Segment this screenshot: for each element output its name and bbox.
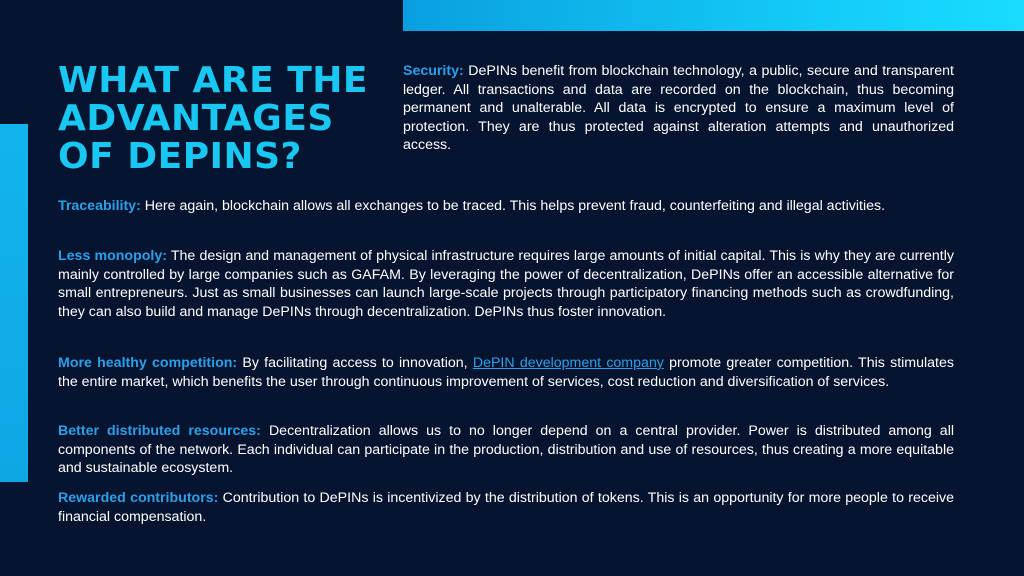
paragraph-text: DePINs benefit from blockchain technology, a public, secure and transparent ledger. All transactions and data are recorded on the blockchain, thus becoming permanent and unalterable. All data is encrypted to ensure a maximum level of protection. They are thus protected against alteration attempts and unauthorized access.	[403, 63, 954, 154]
depin-development-company-link[interactable]: DePIN development company	[472, 355, 664, 371]
paragraph-text: Here again, blockchain allows all exchanges to be traced. This helps prevent fraud, counterfeiting and illegal activities.	[144, 198, 886, 214]
paragraph-text: By facilitating access to innovation,	[242, 355, 468, 371]
page-title: WHAT ARE THE ADVANTAGES OF DEPINS?	[58, 60, 368, 177]
paragraph-label: Less monopoly:	[58, 248, 167, 264]
paragraph-label: Traceability:	[58, 198, 141, 214]
paragraph-label: Rewarded contributors:	[58, 490, 219, 506]
paragraph-text: promote greater competition. This stimulates the entire market, which benefits the user through continuous improvement of services, cost reduction and diversification of services.	[58, 355, 954, 390]
paragraph-label: Better distributed resources:	[58, 423, 261, 439]
paragraph-security	[403, 62, 954, 155]
paragraph-monopoly	[58, 247, 954, 321]
side-accent-bar	[0, 124, 28, 482]
paragraph-text: Contribution to DePINs is incentivized by the distribution of tokens. This is an opportunity for more people to receive financial compensation.	[58, 490, 954, 525]
paragraph-distributed-resources	[58, 422, 954, 478]
paragraph-traceability	[58, 197, 954, 216]
paragraph-rewarded-contributors	[58, 489, 954, 526]
paragraph-label: More healthy competition:	[58, 355, 238, 371]
paragraph-text: Decentralization allows us to no longer depend on a central provider. Power is distributed among all components of the network. Each individual can participate in the production, distribution and use of resources, thus creating a more equitable and sustainable ecosystem.	[58, 423, 954, 477]
paragraph-competition	[58, 354, 954, 391]
paragraph-label: Security:	[403, 63, 464, 79]
top-accent-bar	[403, 0, 1024, 31]
paragraph-text: The design and management of physical infrastructure requires large amounts of initial capital. This is why they are currently mainly controlled by large companies such as GAFAM. By leveraging the power of decentralization, DePINs offer an accessible alternative for small entrepreneurs. Just as small businesses can launch large-scale projects through participatory financing methods such as crowdfunding, they can also build and manage DePINs through decentralization. DePINs thus foster innovation.	[58, 248, 954, 320]
